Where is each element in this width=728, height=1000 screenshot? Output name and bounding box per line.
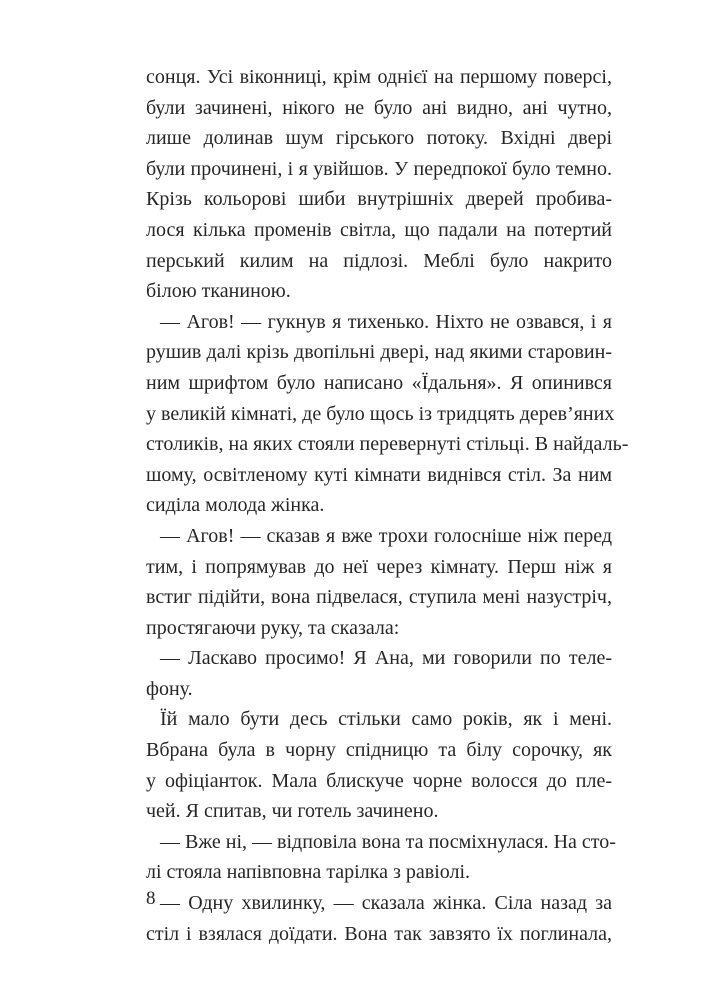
text-line: були зачинені, нікого не було ані видно, ані чутно, <box>146 96 612 119</box>
text-line: фону. <box>146 677 193 700</box>
text-line: тим, і попрямував до неї через кімнату. Перш ніж я <box>146 555 612 578</box>
text-line: перський килим на підлозі. Меблі було накрито <box>146 249 612 272</box>
text-line: рушив далі крізь двопільні двері, над якими старовин- <box>146 341 612 364</box>
text-line: — Агов! — гукнув я тихенько. Ніхто не озвався, і я <box>160 310 612 333</box>
text-line: — Агов! — сказав я вже трохи голосніше ніж перед <box>160 524 612 547</box>
text-line: були прочинені, і я увійшов. У передпокої було темно. <box>146 157 612 180</box>
body-text <box>146 62 629 949</box>
text-line: стіл і взялася доїдати. Вона так завзято їх поглинала, <box>146 922 612 945</box>
text-line: — Вже ні, — відповіла вона та посміхнулася. На сто- <box>160 830 616 853</box>
text-line: лося кілька променів світла, що падали на потертий <box>146 218 612 241</box>
text-line: лі стояла напівповна тарілка з равіолі. <box>146 861 471 884</box>
text-line: Вбрана була в чорну спідницю та білу сорочку, як <box>146 739 612 762</box>
text-line: Крізь кольорові шиби внутрішніх дверей пробива- <box>146 188 612 211</box>
text-line: у офіціанток. Мала блискуче чорне волосся до пле- <box>146 769 612 792</box>
text-line: Їй мало бути десь стільки само років, як і мені. <box>160 708 612 731</box>
text-line: сонця. Усі віконниці, крім однієї на першому поверсі, <box>146 66 612 88</box>
text-line: білою тканиною. <box>146 280 291 303</box>
text-line: чей. Я спитав, чи готель зачинено. <box>146 800 439 823</box>
text-line: сиділа молода жінка. <box>146 494 325 517</box>
text-line: шому, освітленому куті кімнати виднівся стіл. За ним <box>146 463 612 486</box>
text-line: столиків, на яких стояли перевернуті стільці. В найдаль- <box>146 433 629 456</box>
page-number: 8 <box>146 888 156 909</box>
text-line: ним шрифтом було написано «Їдальня». Я опинився <box>146 371 612 394</box>
text-line: встиг підійти, вона підвелася, ступила мені назустріч, <box>146 586 612 609</box>
text-line: простягаючи руку, та сказала: <box>146 616 400 639</box>
text-line: — Ласкаво просимо! Я Ана, ми говорили по теле- <box>160 647 612 670</box>
text-line: — Одну хвилинку, — сказала жінка. Сіла назад за <box>160 892 612 915</box>
text-line: у великій кімнаті, де було щось із тридцять дерев’яних <box>146 402 615 425</box>
text-line: лише долинав шум гірського потоку. Вхідні двері <box>146 127 612 150</box>
